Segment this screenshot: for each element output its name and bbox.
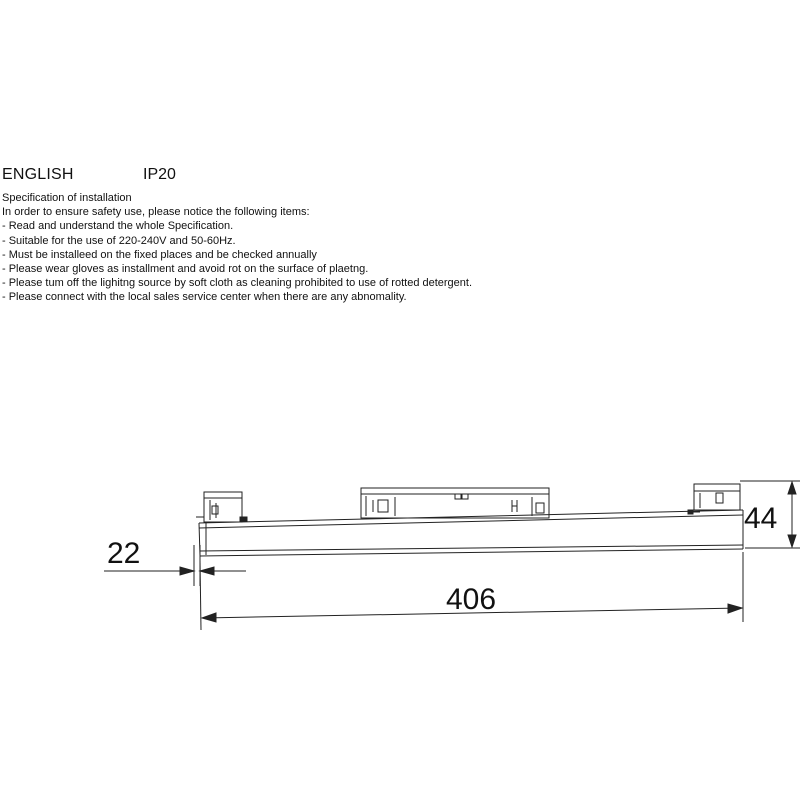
spec-title: Specification of installation: [2, 192, 132, 204]
ip-rating-label: IP20: [143, 166, 176, 183]
spec-item: - Please connect with the local sales service center when there are any abnomality.: [2, 291, 407, 304]
spec-intro: In order to ensure safety use, please notice the following items:: [2, 206, 310, 219]
right-end-clip: [688, 484, 740, 514]
spec-item: - Read and understand the whole Specification.: [2, 220, 234, 233]
spec-item: - Please tum off the lighitng source by soft cloth as cleaning prohibited to use of rotted detergent.: [2, 277, 473, 290]
dimension-height-label: 44: [744, 502, 778, 535]
spec-item: - Must be installeed on the fixed places and be checked annually: [2, 248, 317, 261]
spec-item: - Please wear gloves as installment and avoid rot on the surface of plaetng.: [2, 263, 369, 276]
left-end-clip: [196, 492, 247, 522]
driver-box: [361, 488, 549, 518]
dimension-length-label: 406: [446, 583, 497, 616]
spec-item: - Suitable for the use of 220-240V and 50-60Hz.: [2, 234, 236, 247]
language-label: ENGLISH: [2, 166, 74, 183]
luminaire-body: [199, 510, 743, 556]
dimension-offset-label: 22: [107, 537, 141, 570]
